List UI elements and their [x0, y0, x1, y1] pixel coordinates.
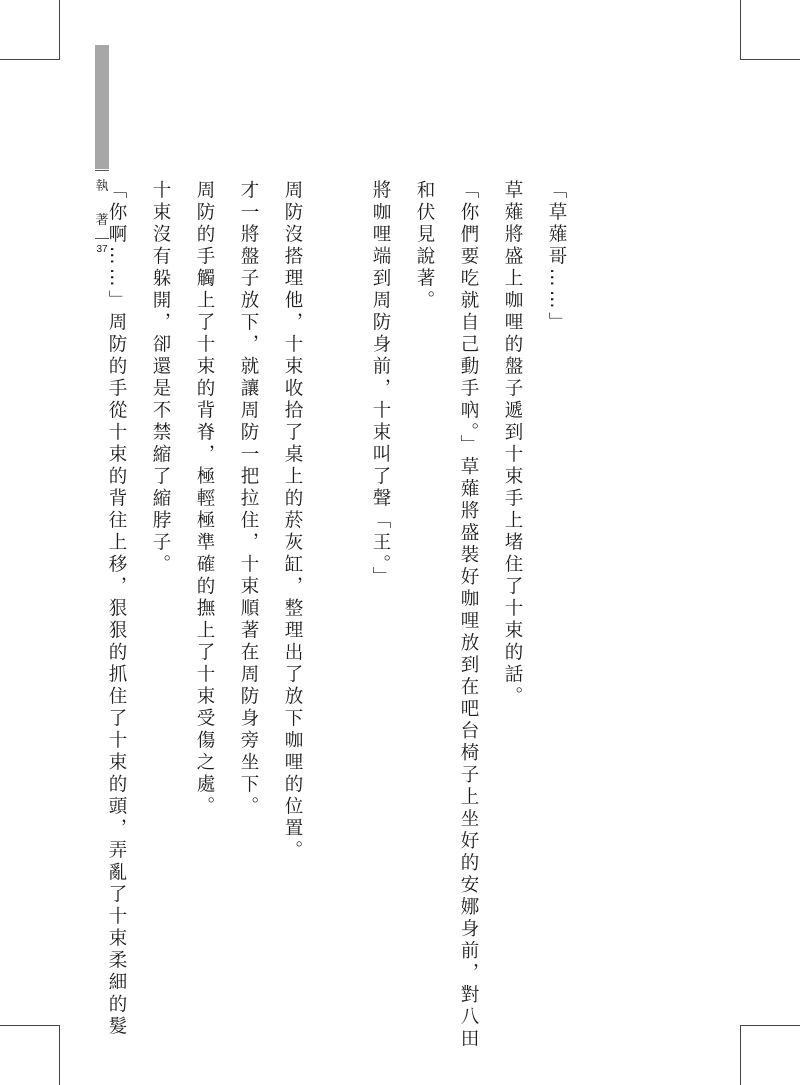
- running-head-bar: [95, 45, 109, 169]
- paragraph: 十束沒有躲開，卻還是不禁縮了縮脖子。: [150, 180, 171, 576]
- paragraph: 「你們要吃就自己動手吶。」草薙將盛裝好咖哩放到在吧台椅子上坐好的安娜身前，對八田: [458, 180, 479, 1051]
- crop-mark-top-left-vertical: [59, 0, 60, 60]
- crop-mark-top-right-vertical: [740, 0, 741, 60]
- crop-mark-bottom-left-vertical: [59, 1025, 60, 1085]
- page-number: 37: [96, 244, 108, 255]
- body-text: [94, 180, 578, 1051]
- crop-mark-bottom-right-vertical: [740, 1025, 741, 1085]
- paragraph: 周防的手觸上了十束的背脊，極輕極準確的撫上了十束受傷之處。: [194, 180, 215, 818]
- paragraph: 和伏見說著。: [414, 180, 435, 312]
- running-head-title-char-2: 著: [95, 213, 109, 228]
- paragraph: 「草薙哥……」: [546, 180, 567, 334]
- paragraph: 將咖哩端到周防身前，十束叫了聲「王。」: [370, 180, 391, 589]
- crop-mark-bottom-right-horizontal: [740, 1025, 800, 1026]
- crop-mark-top-left-horizontal: [0, 59, 60, 60]
- running-head-title-char-1: 執: [95, 179, 109, 194]
- paragraph: 「你啊……」周防的手從十束的背往上移，狠狠的抓住了十束的頭，弄亂了十束柔細的髮: [106, 180, 127, 1038]
- paragraph: 周防沒搭理他，十束收拾了桌上的菸灰缸，整理出了放下咖哩的位置。: [282, 180, 303, 862]
- crop-mark-bottom-left-horizontal: [0, 1025, 60, 1026]
- running-head-rule-top: [95, 170, 109, 171]
- crop-mark-top-right-horizontal: [740, 59, 800, 60]
- paragraph: 草薙將盛上咖哩的盤子遞到十束手上堵住了十束的話。: [502, 180, 523, 708]
- paragraph: 才一將盤子放下，就讓周防一把拉住，十束順著在周防身旁坐下。: [238, 180, 259, 818]
